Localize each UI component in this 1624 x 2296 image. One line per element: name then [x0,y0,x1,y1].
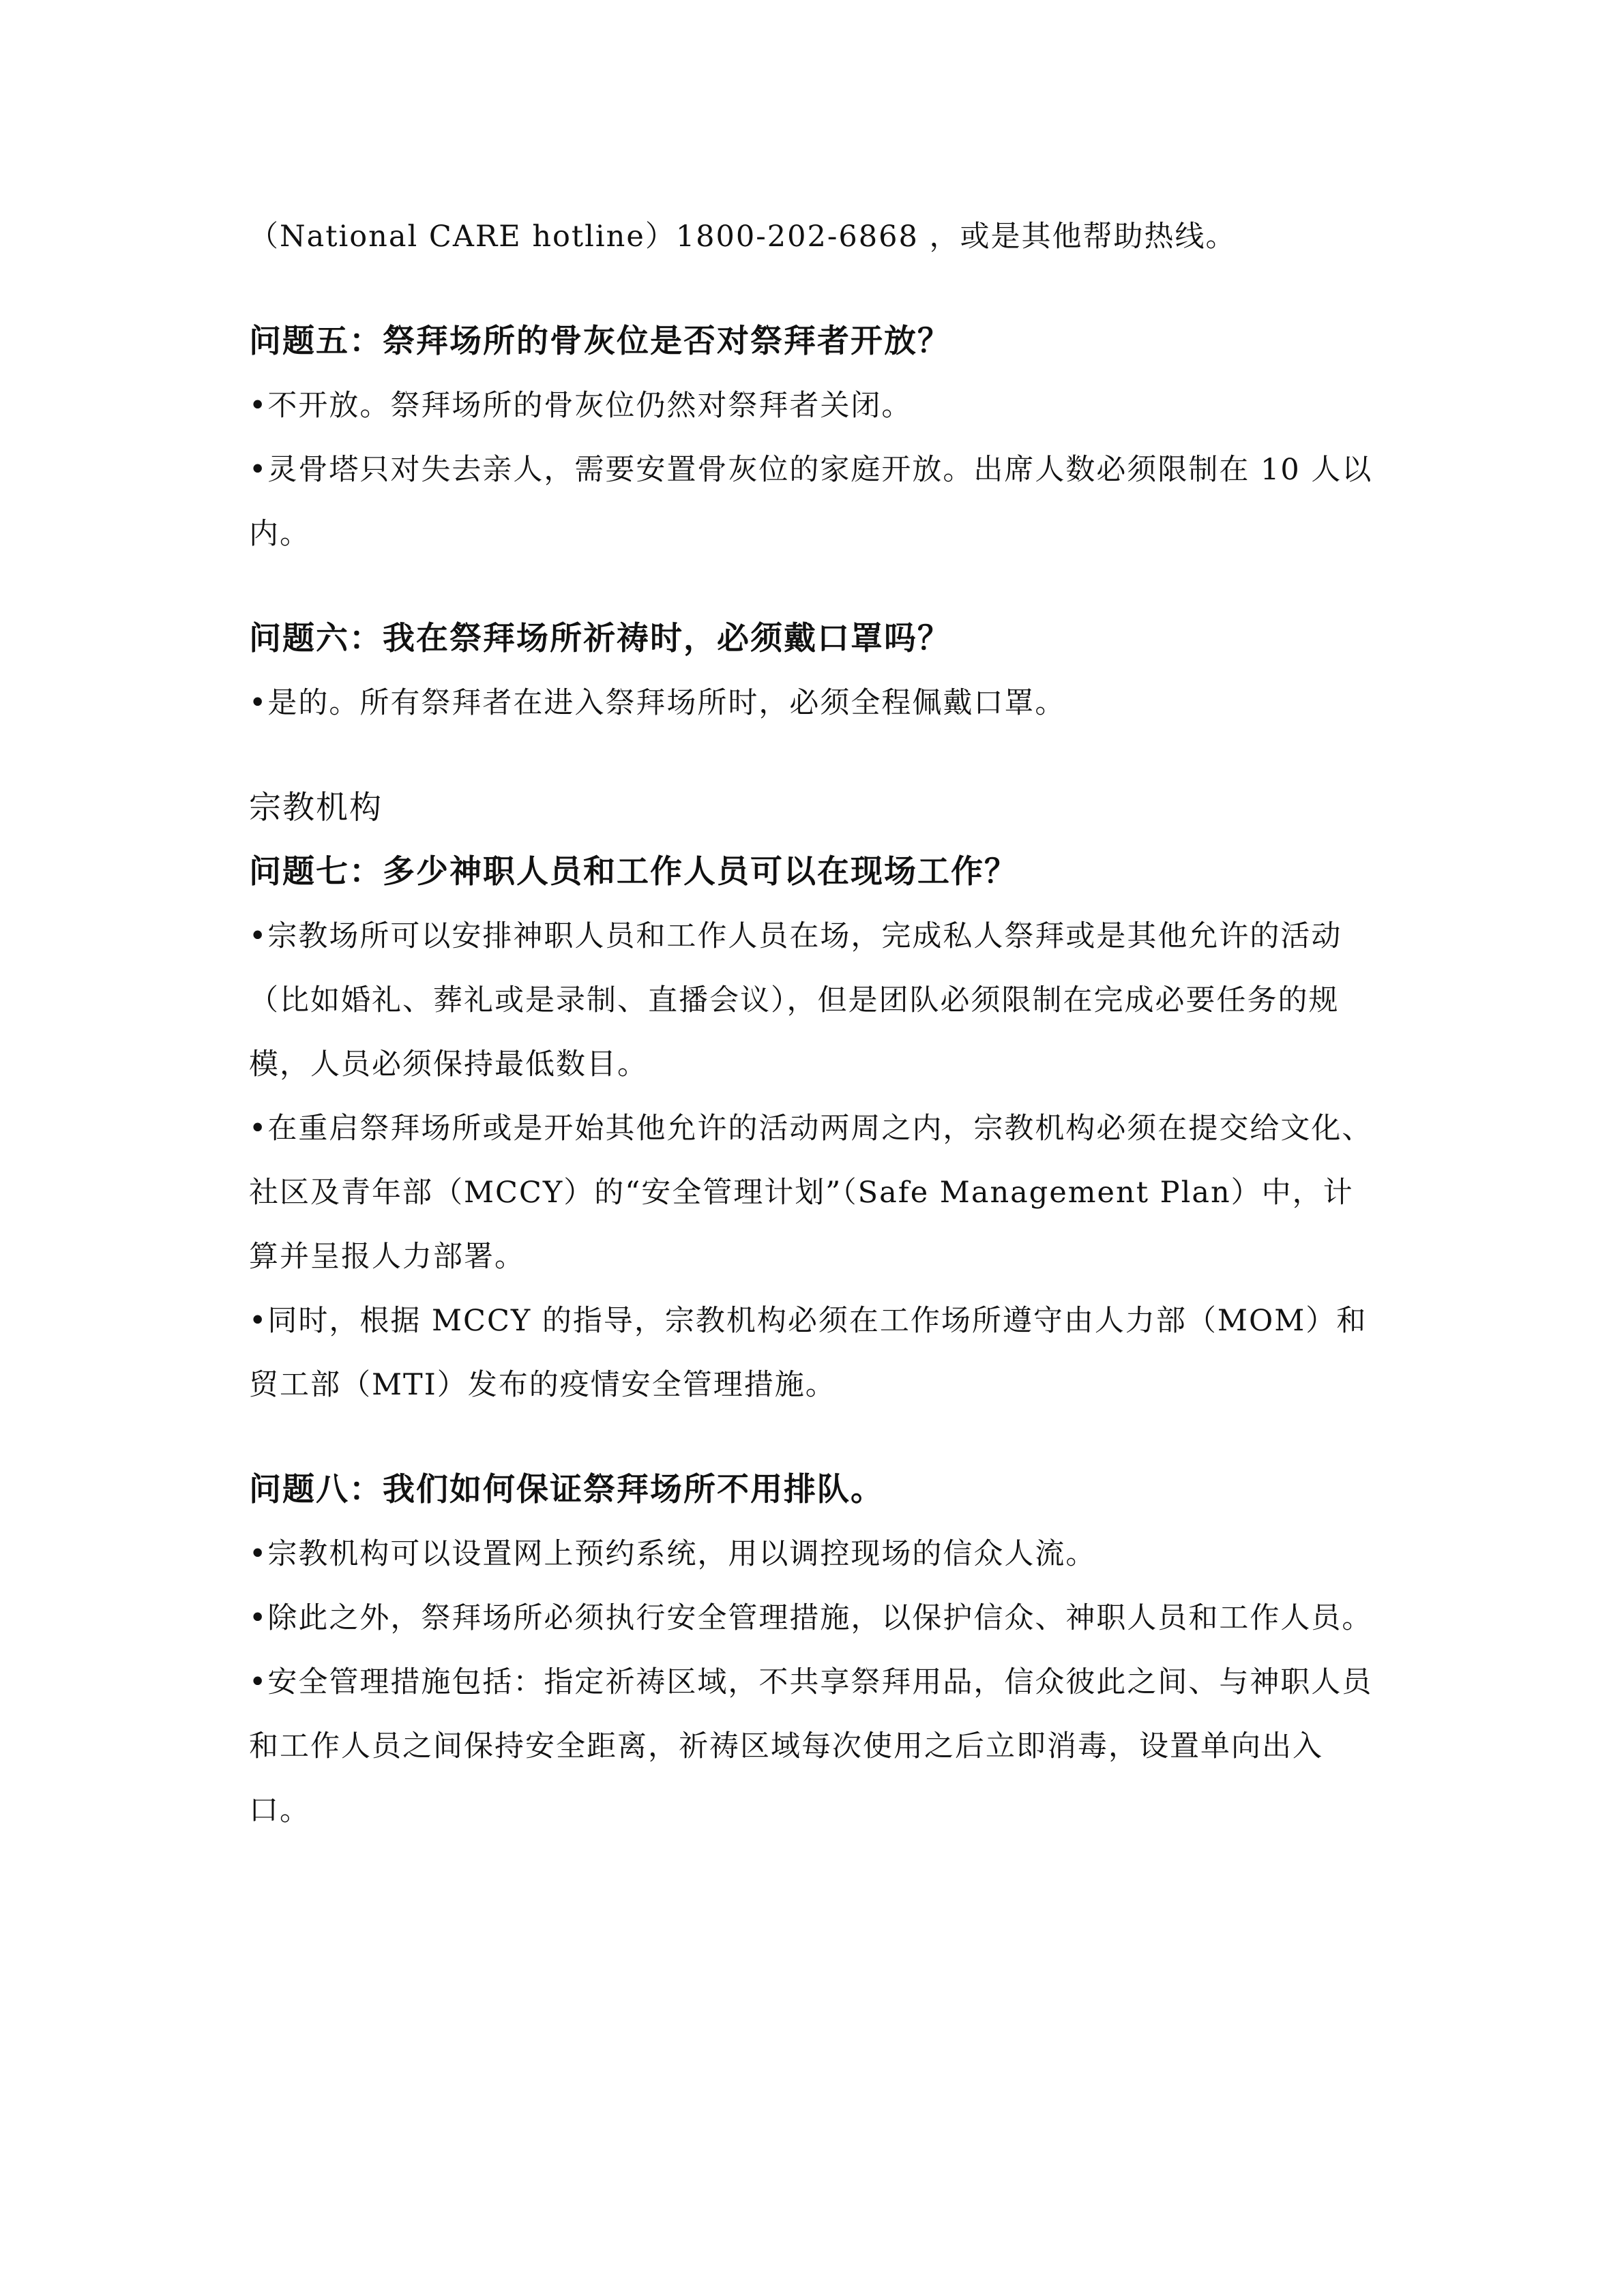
question-7-bullet-2: •在重启祭拜场所或是开始其他允许的活动两周之内，宗教机构必须在提交给文化、社区及青年部（MCCY）的“安全管理计划”（Safe Management Plan）中，计算并呈报人力部署。 [249,1112,1373,1274]
question-5-bullet-1: •不开放。祭拜场所的骨灰位仍然对祭拜者关闭。 [249,389,913,423]
question-5-bullet-2: •灵骨塔只对失去亲人，需要安置骨灰位的家庭开放。出席人数必须限制在 10 人以内。 [249,453,1373,551]
intro-line: （National CARE hotline）1800-202-6868 ，或是其他帮助热线。 [249,220,1237,254]
document-page [249,205,1381,1843]
question-7-bullet-1: •宗教场所可以安排神职人员和工作人员在场，完成私人祭拜或是其他允许的活动（比如婚礼、葬礼或是录制、直播会议），但是团队必须限制在完成必要任务的规模，人员必须保持最低数目。 [249,919,1342,1082]
question-6-bullet-1: •是的。所有祭拜者在进入祭拜场所时，必须全程佩戴口罩。 [249,686,1066,720]
question-8-heading: 问题八：我们如何保证祭拜场所不用排队。 [249,1471,884,1508]
question-6-heading: 问题六：我在祭拜场所祈祷时，必须戴口罩吗？ [249,620,951,657]
section-title-religious-organisations: 宗教机构 [249,789,383,826]
question-8-bullet-2: •除此之外，祭拜场所必须执行安全管理措施，以保护信众、神职人员和工作人员。 [249,1601,1373,1635]
question-7-bullet-3: •同时，根据 MCCY 的指导，宗教机构必须在工作场所遵守由人力部（MOM）和贸工部（MTI）发布的疫情安全管理措施。 [249,1304,1368,1402]
question-5-heading: 问题五：祭拜场所的骨灰位是否对祭拜者开放？ [249,323,951,360]
question-8-bullet-3: •安全管理措施包括：指定祈祷区域，不共享祭拜用品，信众彼此之间、与神职人员和工作人员之间保持安全距离，祈祷区域每次使用之后立即消毒，设置单向出入口。 [249,1665,1373,1828]
question-8-bullet-1: •宗教机构可以设置网上预约系统，用以调控现场的信众人流。 [249,1537,1097,1571]
question-7-heading: 问题七：多少神职人员和工作人员可以在现场工作？ [249,853,1018,891]
